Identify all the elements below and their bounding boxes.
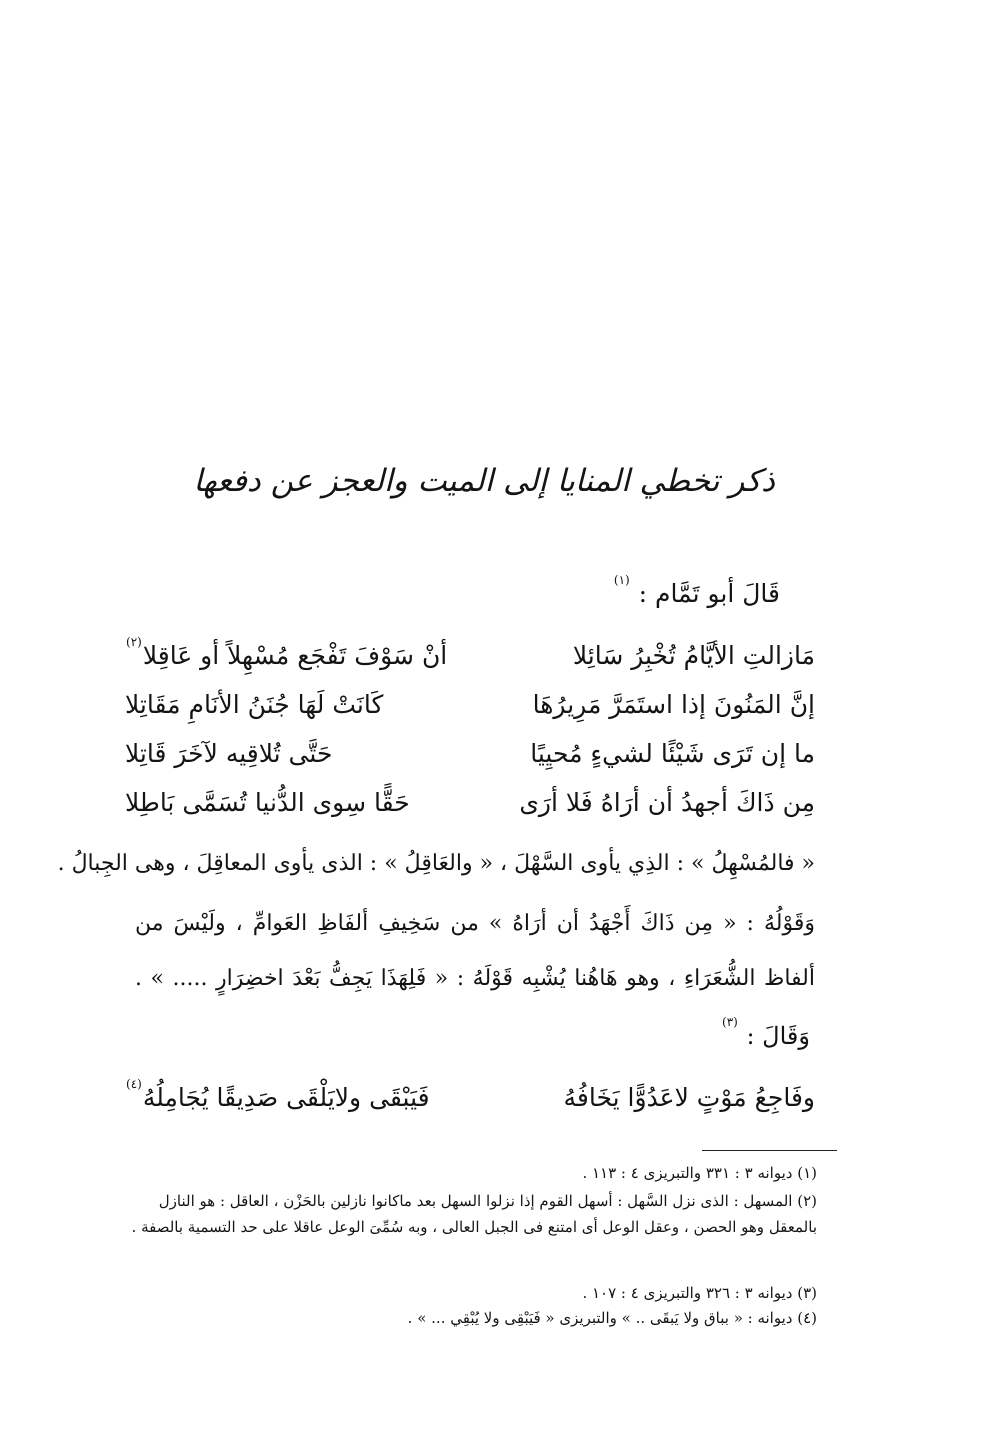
commentary-line: ألفاظ الشُّعَرَاءِ ، وهو هَاهُنا يُشْبِه قَوْلَهُ : « فَلِهَذَا يَجِفُّ بَعْدَ اخضِرَارٍ ..... » . xyxy=(135,966,815,991)
footnote-marker: (١) xyxy=(613,573,630,587)
verse-second-hemistich xyxy=(125,1074,430,1122)
footnote-divider xyxy=(702,1150,837,1151)
verse-first-hemistich: مَازالتِ الأيَّامُ تُخْبِرُ سَائِلا xyxy=(572,641,815,670)
verse-line xyxy=(125,1074,815,1122)
verse-line xyxy=(125,779,815,827)
verse-first-hemistich: وفَاجِعُ مَوْتٍ لاعَدُوًّا يَخَافُهُ xyxy=(563,1083,815,1112)
verse-second-hemistich xyxy=(125,632,447,680)
footnote-marker: (٣) xyxy=(722,1015,738,1029)
quote-label-text: وَقَالَ : xyxy=(746,1022,810,1050)
commentary-line: « فالمُسْهِلُ » : الذِي يأوى السَّهْلَ ، « والعَاقِلُ » : الذى يأوى المعاقِلَ ، وهى الجِبالُ . xyxy=(57,851,815,876)
intro-text: قَالَ أبو تَمَّام : xyxy=(638,579,780,608)
verse-first-hemistich: إنَّ المَنُونَ إذا استَمَرَّ مَرِيرُهَا xyxy=(532,690,815,719)
quote-label xyxy=(721,1014,810,1058)
verse-first-hemistich: مِن ذَاكَ أجهدُ أن أرَاهُ فَلا أرَى xyxy=(519,788,815,817)
verse-text: فَيَبْقَى ولايَلْقَى صَدِيقًا يُجَامِلُهُ xyxy=(142,1083,430,1112)
footnote: (٣) ديوانه ٣ : ٣٢٦ والتبريزى ٤ : ١٠٧ . xyxy=(582,1284,817,1302)
verse-text: أنْ سَوْفَ تَفْجَع مُسْهِلاً أو عَاقِلا xyxy=(142,641,448,670)
verse-line xyxy=(125,632,815,680)
verse-line xyxy=(125,730,815,778)
footnote: (٢) المسهل : الذى نزل السَّهل : أسهل القوم إذا نزلوا السهل بعد ماكانوا نازلين بالحَزْن ، العاقل : هو النازل بالمعقل وهو الحصن ، وعقل الوعل أى امتنع فى الجبل العالى ، وبه سُمِّىَ الوعل عاقلا على حد التسمية بالصفة . xyxy=(131,1192,817,1236)
chapter-title: ذكر تخطي المنايا إلى الميت والعجز عن دفعها xyxy=(193,463,775,499)
footnote: (١) ديوانه ٣ : ٣٣١ والتبريزى ٤ : ١١٣ . xyxy=(582,1164,817,1182)
verse-line xyxy=(125,681,815,729)
footnote: (٤) ديوانه : « بباق ولا يَبقَى .. » والتبريزى « فَيَبْقِى ولا يُبْقِي ... » . xyxy=(407,1309,817,1327)
verse-second-hemistich: حَقًّا سِوى الدُّنيا تُسَمَّى بَاطِلا xyxy=(125,788,410,817)
intro-line xyxy=(613,572,780,616)
verse-second-hemistich: كَانَتْ لَهَا جُنَنُ الأنَامِ مَقَاتِلا xyxy=(125,690,384,719)
footnote-marker: (٢) xyxy=(126,635,142,649)
verse-first-hemistich: ما إن تَرَى شَيْئًا لشيءٍ مُحيِيًا xyxy=(530,739,815,768)
verse-second-hemistich: حَتَّى تُلاقِيه لآخَرَ قَاتِلا xyxy=(125,739,333,768)
footnote-marker: (٤) xyxy=(126,1077,142,1091)
commentary-line: وَقَوْلُهُ : « مِن ذَاكَ أَجْهَدُ أن أرَاهُ » من سَخِيفِ ألفَاظِ العَوامِّ ، ولَيْسَ من xyxy=(135,911,815,936)
